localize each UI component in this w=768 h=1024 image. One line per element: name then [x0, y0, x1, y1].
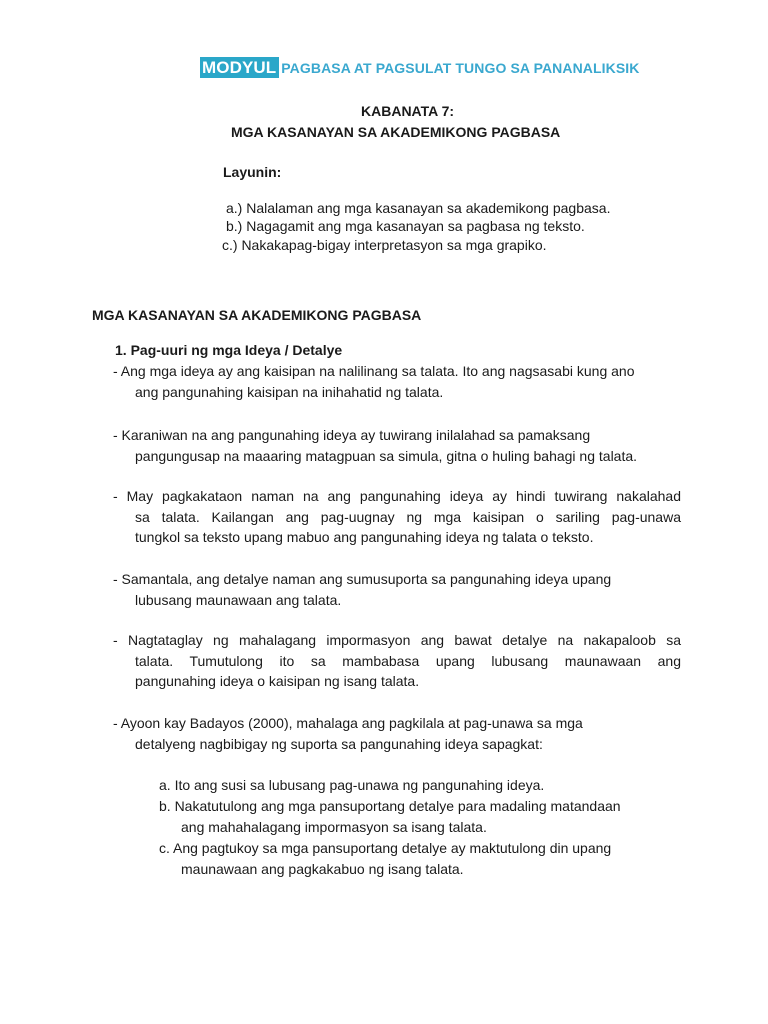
paragraph-line: - Samantala, ang detalye naman ang sumusuporta sa pangunahing ideya upang — [113, 571, 612, 587]
objective-item: a.) Nalalaman ang mga kasanayan sa akademikong pagbasa. — [226, 200, 611, 216]
list-item-line: ang mahahalagang impormasyon sa isang talata. — [181, 818, 487, 835]
list-item — [159, 775, 679, 796]
list-item — [159, 796, 679, 837]
paragraph — [113, 361, 681, 402]
objectives-heading: Layunin: — [223, 164, 282, 180]
paragraph — [113, 713, 681, 754]
objective-item: c.) Nakakapag-bigay interpretasyon sa mga grapiko. — [222, 237, 547, 253]
paragraph-line: - Nagtataglay ng mahalagang impormasyon ang bawat detalye na nakapaloob sa — [113, 632, 681, 648]
paragraph-line: pangunahing ideya o kaisipan ng isang talata. — [135, 673, 420, 689]
list-item — [159, 838, 679, 879]
paragraph-line: sa talata. Kailangan ang pag-uugnay ng mga kaisipan o sariling pag-unawa — [135, 508, 681, 525]
list-item-line: a. Ito ang susi sa lubusang pag-unawa ng pangunahing ideya. — [159, 777, 545, 793]
paragraph — [113, 486, 681, 548]
objective-item: b.) Nagagamit ang mga kasanayan sa pagbasa ng teksto. — [226, 218, 585, 234]
paragraph-line: detalyeng nagbibigay ng suporta sa pangunahing ideya sapagkat: — [135, 735, 543, 752]
list-item-line: b. Nakatutulong ang mga pansuportang detalye para madaling matandaan — [159, 798, 621, 814]
chapter-title: MGA KASANAYAN SA AKADEMIKONG PAGBASA — [231, 124, 561, 140]
section-subheading: 1. Pag-uuri ng mga Ideya / Detalye — [115, 342, 343, 358]
list-item-line: c. Ang pagtukoy sa mga pansuportang detalye ay maktutulong din upang — [159, 840, 612, 856]
chapter-number: KABANATA 7: — [361, 103, 455, 119]
module-tag: MODYUL — [200, 57, 279, 78]
paragraph-line: - Karaniwan na ang pangunahing ideya ay tuwirang inilalahad sa pamaksang — [113, 427, 591, 443]
paragraph — [113, 569, 681, 610]
paragraph-line: - Ang mga ideya ay ang kaisipan na nalilinang sa talata. Ito ang nagsasabi kung ano — [113, 363, 635, 379]
paragraph-line: talata. Tumutulong ito sa mambabasa upang lubusang maunawaan ang — [135, 652, 681, 669]
paragraph-line: - May pagkakataon naman na ang pangunahing ideya ay hindi tuwirang nakalahad — [113, 488, 681, 504]
paragraph — [113, 425, 681, 466]
list-item-line: maunawaan ang pagkakabuo ng isang talata. — [181, 860, 464, 877]
module-header — [200, 58, 640, 78]
paragraph-line: tungkol sa teksto upang mabuo ang pangunahing ideya ng talata o teksto. — [135, 529, 594, 545]
paragraph-line: lubusang maunawaan ang talata. — [135, 591, 342, 608]
paragraph-line: ang pangunahing kaisipan na inihahatid ng talata. — [135, 383, 444, 400]
section-title: MGA KASANAYAN SA AKADEMIKONG PAGBASA — [92, 307, 422, 323]
paragraph-line: pangungusap na maaaring matagpuan sa simula, gitna o huling bahagi ng talata. — [135, 447, 638, 464]
paragraph-line: - Ayoon kay Badayos (2000), mahalaga ang pagkilala at pag-unawa sa mga — [113, 715, 583, 731]
module-subtitle: PAGBASA AT PAGSULAT TUNGO SA PANANALIKSIK — [281, 60, 640, 76]
paragraph — [113, 630, 681, 692]
